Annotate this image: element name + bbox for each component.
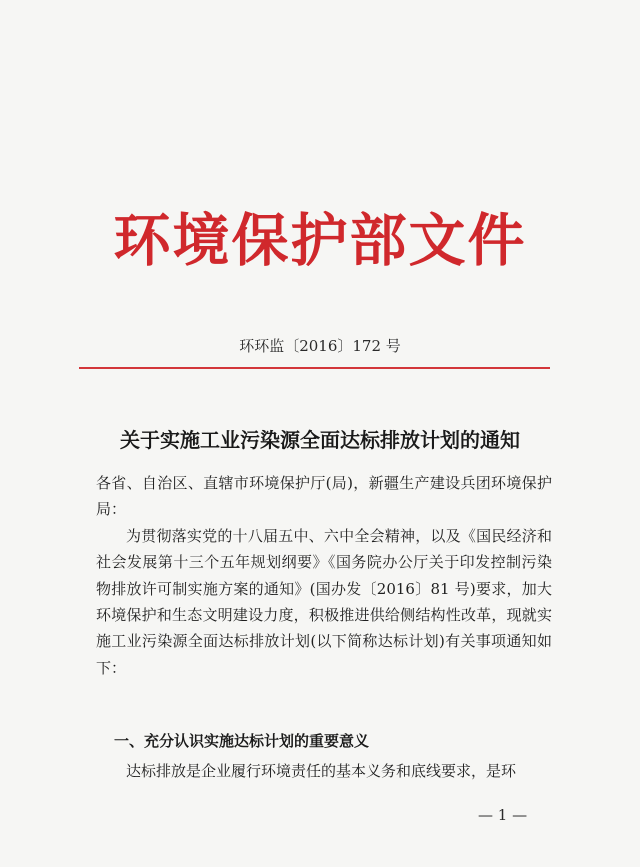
section-heading-1: 一、充分认识实施达标计划的重要意义 <box>114 732 370 750</box>
red-divider-line <box>79 367 550 369</box>
body-paragraph-2-text: 达标排放是企业履行环境责任的基本义务和底线要求，是环 <box>126 762 517 780</box>
notice-title: 关于实施工业污染源全面达标排放计划的通知 <box>120 428 520 452</box>
notice-body <box>96 470 552 681</box>
page-number: — 1 — <box>478 806 528 824</box>
addressee-line: 各省、自治区、直辖市环境保护厅(局)，新疆生产建设兵团环境保护局： <box>96 474 552 519</box>
issuing-authority-title: 环境保护部文件 <box>113 207 527 274</box>
document-number: 环环监〔2016〕172 号 <box>239 337 401 355</box>
body-paragraph-2 <box>96 758 552 784</box>
body-paragraph-1: 为贯彻落实党的十八届五中、六中全会精神，以及《国民经济和社会发展第十三个五年规划纲要》《国务院办公厅关于印发控制污染物排放许可制实施方案的通知》(国办发〔2016〕81 号)要求，加大环境保护和生态文明建设力度，积极推进供给侧结构性改革，现就实施工业污染源全面达标排放计划(以下简称达标计划)有关事项通知如下： <box>96 526 552 677</box>
